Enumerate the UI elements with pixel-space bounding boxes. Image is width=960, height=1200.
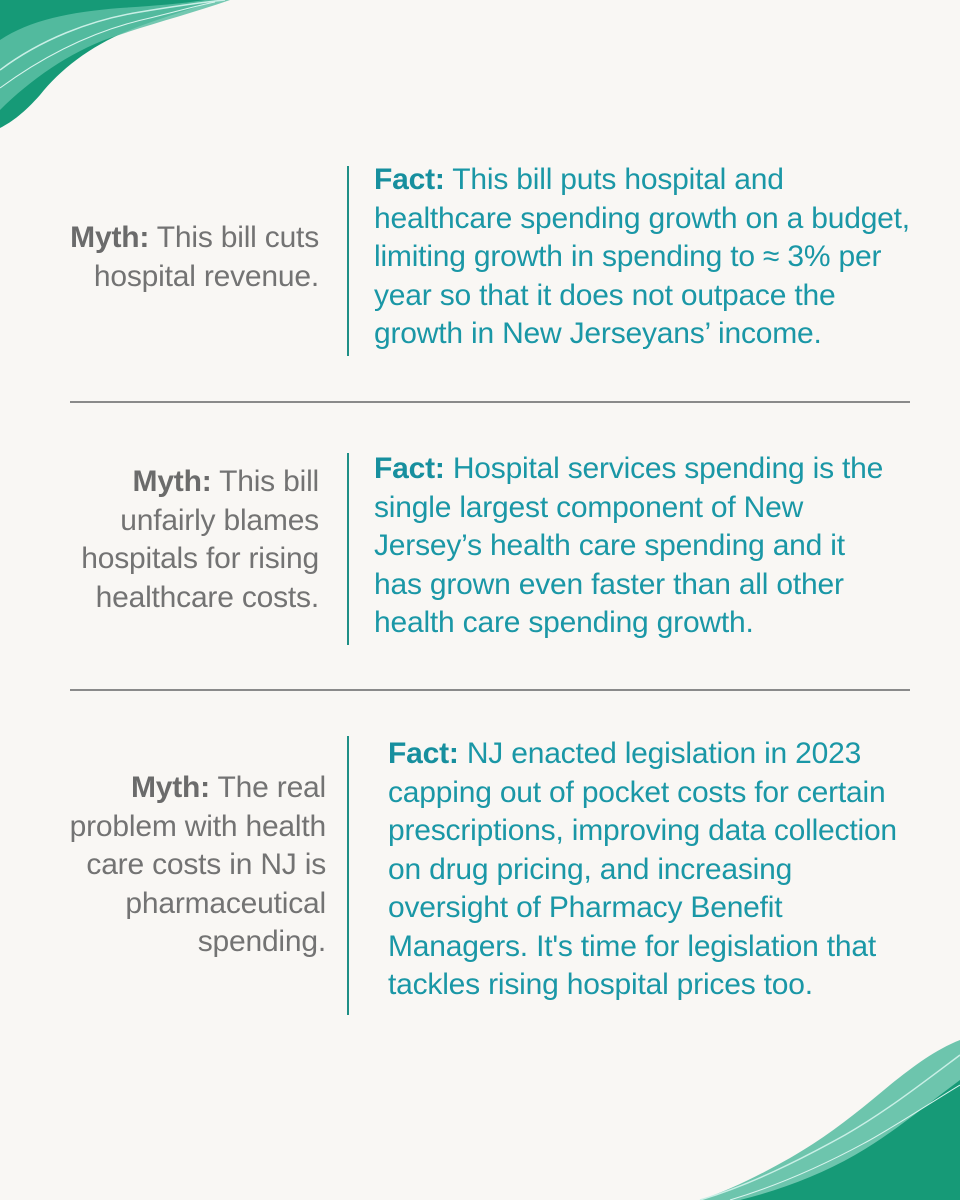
fact-line: Hospital services spending is the bbox=[444, 452, 884, 485]
fact-line: has grown even faster than all other bbox=[374, 567, 844, 601]
fact-text-2 bbox=[374, 450, 954, 643]
myth-text-2 bbox=[19, 463, 319, 617]
myth-line: healthcare costs. bbox=[95, 580, 319, 614]
myth-label: Myth: bbox=[130, 771, 210, 804]
fact-line: Jersey’s health care spending and it bbox=[374, 529, 845, 562]
divider-horizontal-1 bbox=[70, 401, 910, 403]
fact-label: Fact: bbox=[374, 163, 445, 196]
myth-line: hospitals for rising bbox=[81, 542, 319, 575]
myth-label: Myth: bbox=[70, 221, 150, 254]
fact-line: single largest component of New bbox=[374, 490, 804, 524]
wave-decoration-bottom bbox=[680, 1040, 960, 1200]
divider-horizontal-2 bbox=[70, 689, 910, 691]
myth-line: problem with health bbox=[69, 809, 326, 843]
fact-line: health care spending growth. bbox=[374, 606, 754, 639]
myth-line: care costs in NJ is bbox=[86, 848, 326, 881]
fact-line: limiting growth in spending to ≈ 3% per bbox=[374, 240, 882, 273]
fact-line: on drug pricing, and increasing bbox=[388, 852, 793, 886]
myth-line: unfairly blames bbox=[120, 503, 319, 537]
myth-line: The real bbox=[209, 771, 326, 804]
fact-text-3 bbox=[388, 735, 958, 1005]
fact-line: NJ enacted legislation in 2023 bbox=[458, 737, 862, 770]
myth-line: spending. bbox=[197, 925, 326, 958]
fact-line: This bill puts hospital and bbox=[444, 163, 784, 196]
myth-line: This bill bbox=[211, 465, 319, 498]
divider-vertical-3 bbox=[347, 736, 349, 1015]
myth-text-1 bbox=[19, 219, 319, 296]
myth-line: pharmaceutical bbox=[125, 886, 326, 920]
fact-label: Fact: bbox=[388, 737, 459, 770]
myth-line: This bill cuts bbox=[149, 221, 319, 254]
myth-text-3 bbox=[26, 769, 326, 962]
divider-vertical-2 bbox=[347, 453, 349, 645]
fact-line: oversight of Pharmacy Benefit bbox=[388, 891, 783, 924]
fact-line: growth in New Jerseyans’ income. bbox=[374, 317, 822, 350]
myth-label: Myth: bbox=[132, 465, 212, 498]
fact-line: tackles rising hospital prices too. bbox=[388, 968, 813, 1001]
fact-line: prescriptions, improving data collection bbox=[388, 814, 897, 847]
fact-label: Fact: bbox=[374, 452, 445, 485]
fact-line: capping out of pocket costs for certain bbox=[388, 775, 886, 809]
fact-line: healthcare spending growth on a budget, bbox=[374, 201, 910, 235]
fact-text-1 bbox=[374, 161, 954, 354]
myth-line: hospital revenue. bbox=[93, 259, 319, 293]
wave-decoration-top bbox=[0, 0, 230, 130]
divider-vertical-1 bbox=[347, 166, 349, 356]
fact-line: Managers. It's time for legislation that bbox=[388, 929, 876, 963]
fact-line: year so that it does not outpace the bbox=[374, 278, 836, 312]
